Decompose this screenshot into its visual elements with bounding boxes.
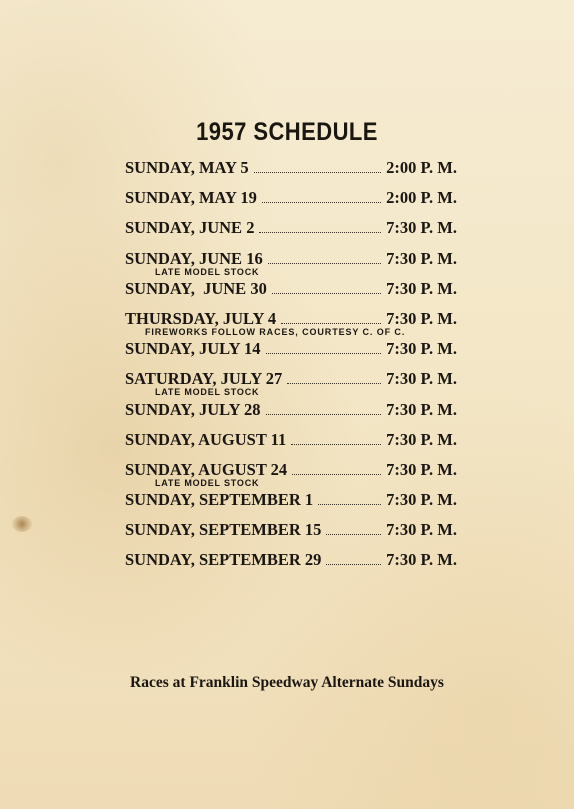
race-date: SUNDAY, JUNE 16 [125,248,263,268]
race-time: 7:30 P. M. [386,459,457,479]
schedule-row [125,369,457,399]
race-date: SUNDAY, MAY 19 [125,188,257,208]
race-date: SUNDAY, SEPTEMBER 1 [125,490,314,510]
race-date: SUNDAY, AUGUST 24 [125,459,288,479]
dot-leader [326,563,381,565]
dot-leader [262,201,381,203]
race-time: 7:30 P. M. [386,339,457,359]
race-date: THURSDAY, JULY 4 [125,308,277,328]
race-date: SUNDAY, SEPTEMBER 15 [125,520,322,540]
race-time: 7:30 P. M. [386,520,457,540]
paper-stain [12,516,32,532]
schedule-row [125,188,457,218]
page-title: 1957 SCHEDULE [196,118,378,146]
dot-leader [326,533,381,535]
dot-leader [254,171,381,173]
dot-leader [291,443,381,445]
dot-leader [281,322,381,324]
race-date: SATURDAY, JULY 27 [125,369,283,389]
race-time: 7:30 P. M. [386,369,457,389]
dot-leader [318,503,381,505]
dot-leader [266,352,382,354]
race-time: 7:30 P. M. [386,218,457,238]
race-note: FIREWORKS FOLLOW RACES, COURTESY C. OF C. [145,326,406,337]
dot-leader [268,262,381,264]
race-time: 2:00 P. M. [386,188,457,208]
race-date: SUNDAY, MAY 5 [125,158,249,177]
schedule-row [125,520,457,550]
race-time: 7:30 P. M. [386,278,457,298]
dot-leader [287,382,381,384]
race-time: 7:30 P. M. [386,550,457,570]
dot-leader [259,231,381,233]
race-time: 7:30 P. M. [386,248,457,268]
schedule-row [125,339,457,369]
race-time: 2:00 P. M. [386,158,457,177]
schedule-row [125,460,457,490]
dot-leader [292,473,381,475]
race-time: 7:30 P. M. [386,308,457,328]
race-time: 7:30 P. M. [386,490,457,510]
schedule-list [125,158,457,581]
race-time: 7:30 P. M. [386,399,457,419]
schedule-row [125,158,457,188]
schedule-row [125,490,457,520]
schedule-row [125,249,457,279]
schedule-row [125,550,457,580]
race-date: SUNDAY, JUNE 30 [125,278,267,298]
schedule-row [125,279,457,309]
race-date: SUNDAY, JUNE 2 [125,218,255,238]
race-date: SUNDAY, JULY 28 [125,399,261,419]
dot-leader [272,292,381,294]
dot-leader [266,413,382,415]
schedule-row [125,430,457,460]
schedule-row [125,400,457,430]
race-note: LATE MODEL STOCK [155,387,260,398]
schedule-row [125,309,457,339]
footer-note: Races at Franklin Speedway Alternate Sundays [130,674,444,691]
race-note: LATE MODEL STOCK [155,266,260,277]
race-date: SUNDAY, AUGUST 11 [125,429,287,449]
race-note: LATE MODEL STOCK [155,477,260,488]
schedule-row [125,218,457,248]
race-date: SUNDAY, SEPTEMBER 29 [125,550,322,570]
race-date: SUNDAY, JULY 14 [125,339,261,359]
race-time: 7:30 P. M. [386,429,457,449]
